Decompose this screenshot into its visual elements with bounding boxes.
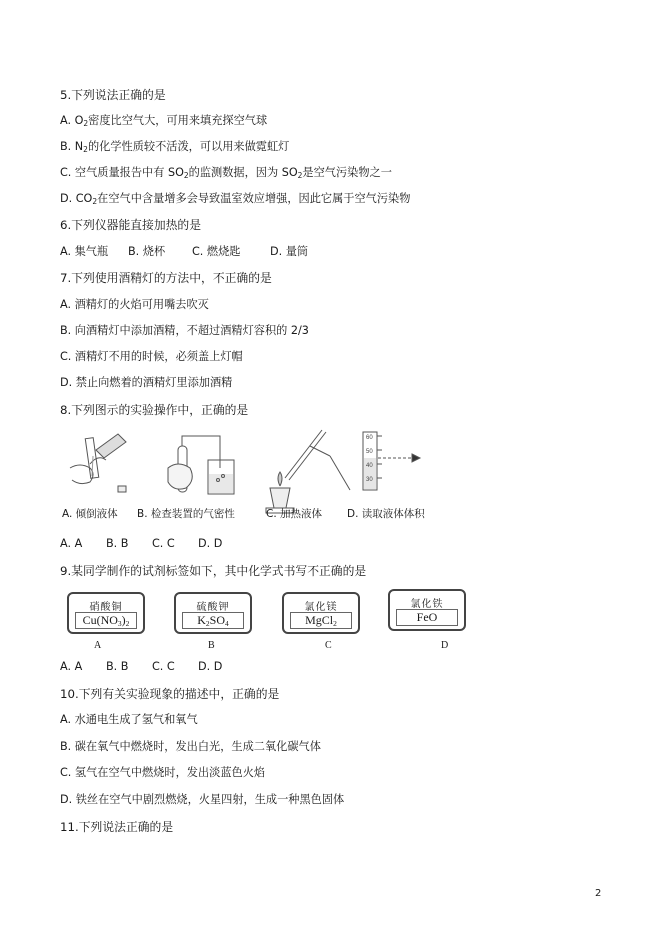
reagent-name-b: 硫酸钾 [196, 602, 230, 613]
reagent-letter-b: B [208, 640, 215, 651]
q5-c-sub1: 2 [183, 171, 189, 180]
tick-40: 40 [366, 463, 373, 469]
q11-stem: 11.下列说法正确的是 [60, 820, 174, 834]
q6-options [60, 245, 308, 259]
q9-stem: 9.某同学制作的试剂标签如下，其中化学式书写不正确的是 [60, 564, 367, 578]
q6-stem: 6.下列仪器能直接加热的是 [60, 218, 202, 232]
reagent-letter-a: A [94, 640, 102, 651]
reagent-letter-c: C [325, 640, 332, 651]
q6-option-d[interactable]: D. 量筒 [270, 245, 309, 258]
reagent-formula-c: MgCl$_2$ [290, 612, 352, 629]
tick-30: 30 [366, 477, 373, 483]
q8-option-b[interactable]: B. B [106, 537, 129, 550]
q5-a-post: 密度比空气大，可用来填充探空气球 [88, 114, 268, 127]
q9-option-d[interactable]: D. D [198, 660, 223, 673]
heating-liquid-figure [266, 430, 350, 513]
reagent-name-d: 氯化铁 [410, 599, 444, 610]
q10-stem: 10.下列有关实验现象的描述中，正确的是 [60, 687, 280, 701]
q5-a-pre: A. O [60, 114, 84, 127]
reagent-formula-d: FeO [396, 609, 458, 626]
reagent-formula-a: $Cu(NO_3)_2$ [75, 612, 137, 629]
reagent-label-a [67, 592, 145, 634]
q10-option-a[interactable]: A. 水通电生成了氢气和氧气 [60, 713, 198, 726]
q10-option-c[interactable]: C. 氢气在空气中燃烧时，发出淡蓝色火焰 [60, 766, 266, 779]
q9-options [60, 660, 222, 674]
airtightness-check-figure [168, 436, 234, 494]
q5-option-b[interactable] [60, 140, 289, 154]
q7-stem: 7.下列使用酒精灯的方法中，不正确的是 [60, 271, 272, 285]
q5-stem: 5.下列说法正确的是 [60, 88, 166, 102]
q7-option-a[interactable]: A. 酒精灯的火焰可用嘴去吹灭 [60, 298, 209, 311]
q7-option-b[interactable]: B. 向酒精灯中添加酒精，不超过酒精灯容积的 2/3 [60, 324, 309, 337]
q5-b-pre: B. N [60, 140, 84, 153]
q5-option-a[interactable] [60, 114, 267, 128]
q7-option-c[interactable]: C. 酒精灯不用的时候，必须盖上灯帽 [60, 350, 243, 363]
q5-d-pre: D. CO [60, 192, 93, 205]
q10-option-b[interactable]: B. 碳在氧气中燃烧时，发出白光，生成二氧化碳气体 [60, 740, 321, 753]
reagent-name-a: 硝酸铜 [89, 602, 123, 613]
q8-lab-figure [60, 428, 460, 518]
q8-option-d[interactable]: D. D [198, 537, 223, 550]
q8-options [60, 537, 222, 551]
reagent-label-d [388, 589, 466, 631]
pouring-liquid-figure [70, 434, 126, 492]
q5-c-sub2: 2 [297, 171, 303, 180]
tick-50: 50 [366, 449, 373, 455]
reagent-label-c [282, 592, 360, 634]
q5-d-post: 在空气中含量增多会导致温室效应增强，因此它属于空气污染物 [97, 192, 411, 205]
q5-a-sub: 2 [83, 119, 89, 128]
q5-b-post: 的化学性质较不活泼，可以用来做霓虹灯 [87, 140, 290, 153]
q5-c-mid: 的监测数据，因为 SO [188, 166, 298, 179]
q8-caption-a: A. 倾倒液体 [62, 508, 118, 520]
q6-option-b[interactable]: B. 烧杯 [128, 245, 166, 258]
reagent-formula-b: $K_2SO_4$ [182, 612, 244, 629]
q7-option-d[interactable]: D. 禁止向燃着的酒精灯里添加酒精 [60, 376, 233, 389]
q9-option-a[interactable]: A. A [60, 660, 83, 673]
q5-c-post: 是空气污染物之一 [302, 166, 392, 179]
q6-option-a[interactable]: A. 集气瓶 [60, 245, 109, 258]
page-number: 2 [595, 888, 602, 899]
q8-stem: 8.下列图示的实验操作中，正确的是 [60, 403, 249, 417]
q8-option-c[interactable]: C. C [152, 537, 175, 550]
reagent-label-b [174, 592, 252, 634]
reagent-letter-d: D [441, 640, 449, 651]
q8-option-a[interactable]: A. A [60, 537, 83, 550]
q9-option-c[interactable]: C. C [152, 660, 175, 673]
q8-caption-b: B. 检查装置的气密性 [137, 508, 235, 520]
q5-b-sub: 2 [83, 145, 88, 154]
q8-caption-d: D. 读取液体体积 [347, 508, 425, 520]
q9-option-b[interactable]: B. B [106, 660, 129, 673]
q5-option-c[interactable] [60, 166, 392, 180]
q5-c-pre: C. 空气质量报告中有 SO [60, 166, 184, 179]
q5-option-d[interactable] [60, 192, 410, 206]
q10-option-d[interactable]: D. 铁丝在空气中剧烈燃烧，火星四射，生成一种黑色固体 [60, 793, 345, 806]
q5-d-sub: 2 [92, 197, 98, 206]
reagent-name-c: 氯化镁 [304, 602, 338, 613]
q6-option-c[interactable]: C. 燃烧匙 [192, 245, 241, 258]
tick-60: 60 [366, 435, 373, 441]
q8-caption-c: C. 加热液体 [266, 508, 323, 520]
